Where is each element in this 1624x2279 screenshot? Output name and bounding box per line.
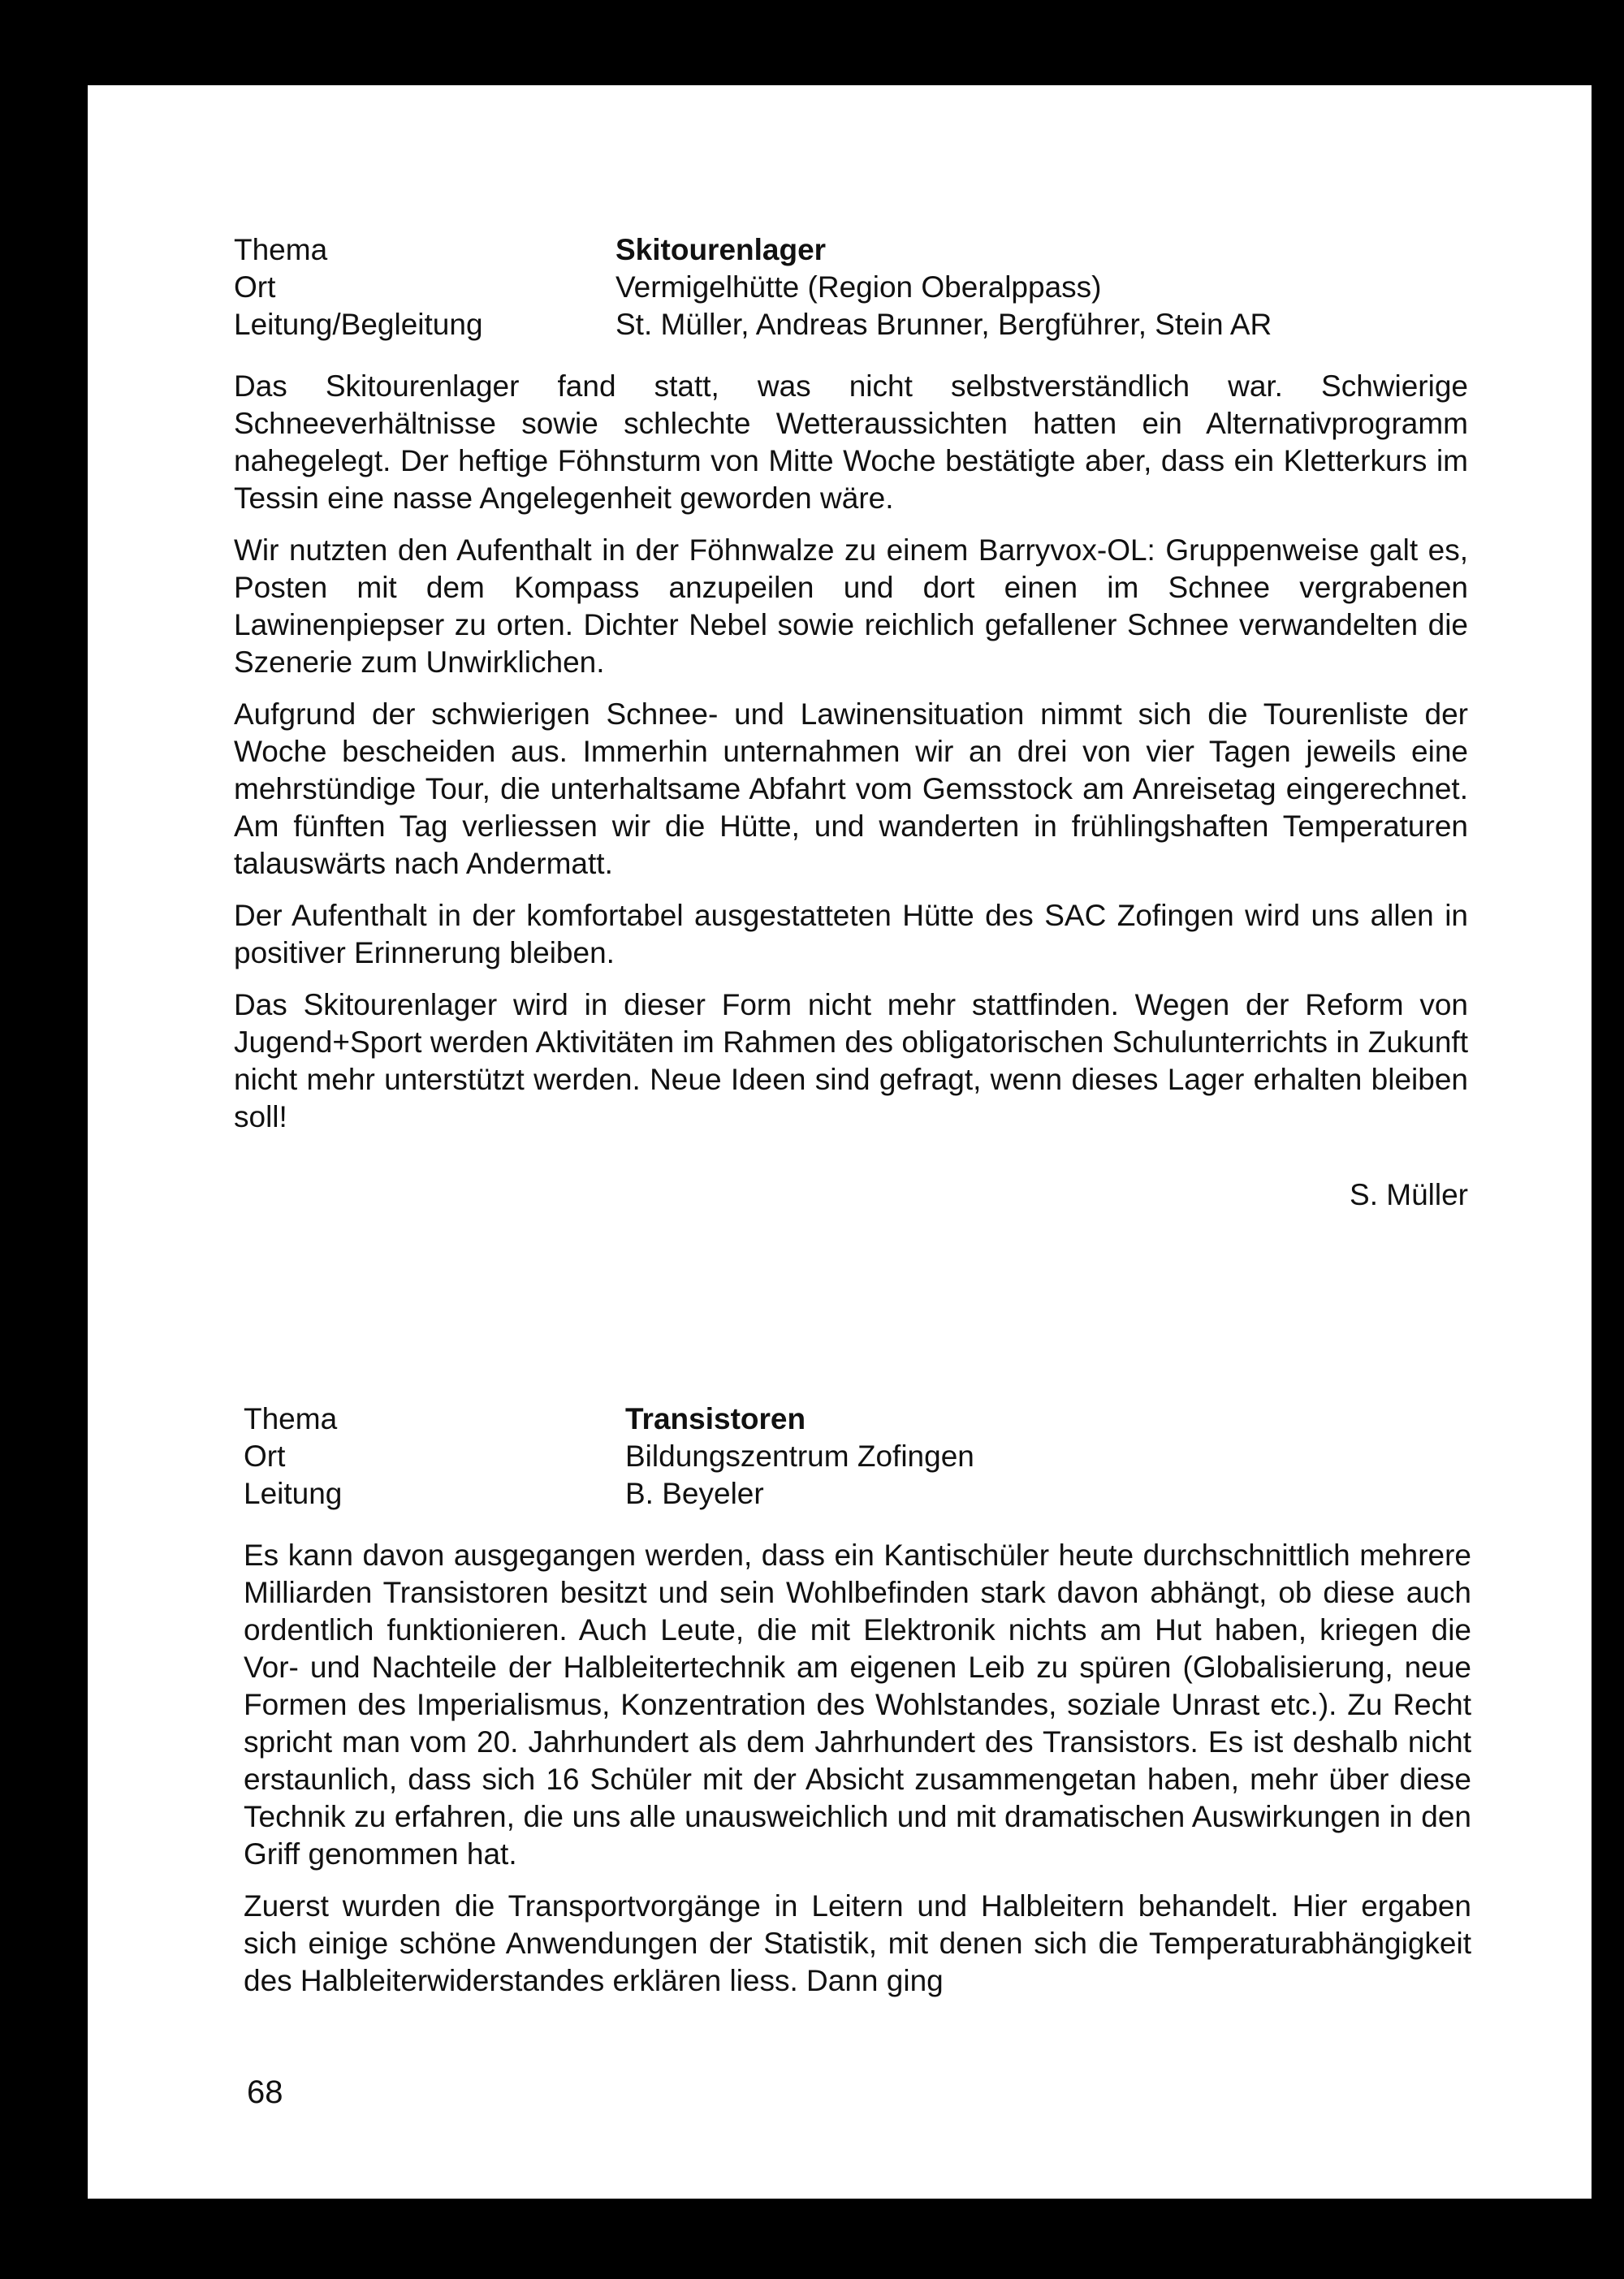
paragraph: Es kann davon ausgegangen werden, dass ein Kantischüler heute durchschnittlich mehrere Milliarden Transistoren besitzt und sein Wohlbefinden stark davon abhängt, ob diese auch ordentlich funktionieren. Auch Leute, die mit Elektronik nichts am Hut haben, kriegen die Vor- und Nachteile der Halbleitertechnik am eigenen Leib zu spüren (Globalisierung, neue Formen des Imperialismus, Konzentration des Wohlstandes, soziale Unrast etc.). Zu Recht spricht man vom 20. Jahrhundert als dem Jahrhundert des Transistors. Es ist deshalb nicht erstaunlich, dass sich 16 Schüler mit der Absicht zusammengetan haben, mehr über diese Technik zu erfahren, die uns alle unausweichlich und mit dramatischen Auswirkungen in den Griff genommen hat. <box>244 1539 1471 1871</box>
paragraph: Der Aufenthalt in der komfortabel ausgestatteten Hütte des SAC Zofingen wird uns allen in positiver Erinnerung bleiben. <box>234 899 1468 969</box>
section-meta <box>244 1401 1471 1513</box>
meta-value-thema: Transistoren <box>625 1402 806 1435</box>
paragraph: Zuerst wurden die Transportvorgänge in Leitern und Halbleitern behandelt. Hier ergaben sich einige schöne Anwendungen der Statistik, mit denen sich die Temperaturabhängigkeit des Halbleiterwiderstandes erklären liess. Dann ging <box>244 1889 1471 1997</box>
meta-label-thema: Thema <box>234 233 328 266</box>
meta-label-leitung: Leitung <box>244 1477 343 1510</box>
paragraph: Aufgrund der schwierigen Schnee- und Lawinensituation nimmt sich die Tourenliste der Woche bescheiden aus. Immerhin unternahmen wir an drei von vier Tagen jeweils eine mehrstündige Tour, die unterhaltsame Abfahrt vom Gemsstock am Anreisetag eingerechnet. Am fünften Tag verliessen wir die Hütte, und wanderten in frühlingshaften Temperaturen talauswärts nach Andermatt. <box>234 697 1468 880</box>
meta-value-thema: Skitourenlager <box>615 233 827 266</box>
paragraph: Wir nutzten den Aufenthalt in der Föhnwalze zu einem Barryvox-OL: Gruppenweise galt es, Posten mit dem Kompass anzupeilen und dort einen im Schnee vergrabenen Lawinenpiepser zu orten. Dichter Nebel sowie reichlich gefallener Schnee verwandelten die Szenerie zum Unwirklichen. <box>234 533 1468 679</box>
paragraph: Das Skitourenlager fand statt, was nicht selbstverständlich war. Schwierige Schneeverhältnisse sowie schlechte Wetteraussichten hatten ein Alternativprogramm nahegelegt. Der heftige Föhnsturm von Mitte Woche bestätigte aber, dass ein Kletterkurs im Tessin eine nasse Angelegenheit geworden wäre. <box>234 369 1468 515</box>
document-page <box>88 85 1592 2199</box>
meta-label-ort: Ort <box>244 1439 286 1473</box>
meta-value-leitung: B. Beyeler <box>625 1477 764 1510</box>
page-number: 68 <box>247 2074 283 2110</box>
section-transistoren <box>244 1401 1471 2014</box>
meta-label-leitung: Leitung/Begleitung <box>234 308 483 341</box>
meta-label-ort: Ort <box>234 270 276 304</box>
paragraph: Das Skitourenlager wird in dieser Form nicht mehr stattfinden. Wegen der Reform von Jugend+Sport werden Aktivitäten im Rahmen des obligatorischen Schulunterrichts in Zukunft nicht mehr unterstützt werden. Neue Ideen sind gefragt, wenn dieses Lager erhalten bleiben soll! <box>234 988 1468 1133</box>
author-signature: S. Müller <box>1350 1178 1468 1211</box>
meta-value-ort: Bildungszentrum Zofingen <box>625 1439 974 1473</box>
section-skitourenlager <box>234 231 1468 1214</box>
meta-label-thema: Thema <box>244 1402 338 1435</box>
meta-value-leitung: St. Müller, Andreas Brunner, Bergführer, Stein AR <box>615 308 1272 341</box>
section-meta <box>234 231 1468 343</box>
meta-value-ort: Vermigelhütte (Region Oberalppass) <box>615 270 1102 304</box>
